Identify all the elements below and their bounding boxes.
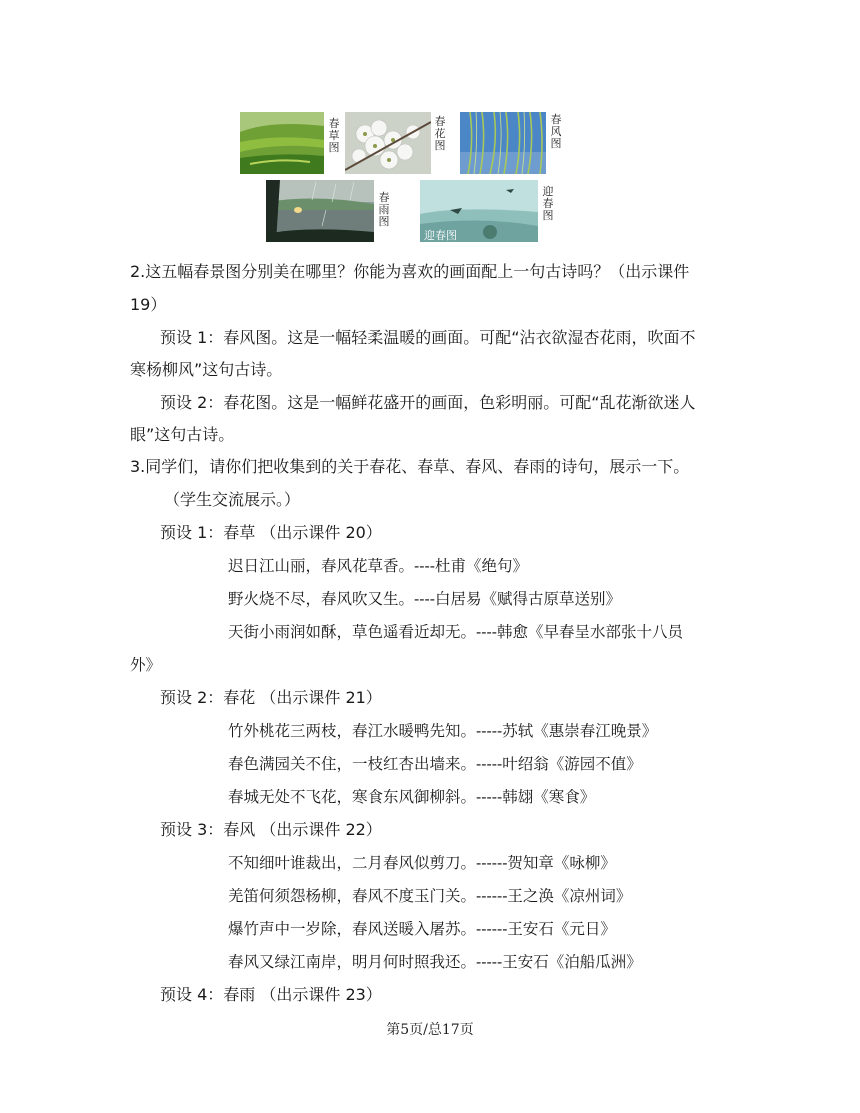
preset-flower-line-1: 预设 2：春花图。这是一幅鲜花盛开的画面，色彩明丽。可配“乱花渐欲迷人 <box>160 393 696 412</box>
question-3: 3.同学们，请你们把收集到的关于春花、春草、春风、春雨的诗句，展示一下。 <box>130 457 690 476</box>
poem-line: 爆竹声中一岁除，春风送暖入屠苏。------王安石《元日》 <box>228 920 616 938</box>
preset-2-heading: 预设 2：春花 （出示课件 21） <box>160 688 382 707</box>
poem-line: 天街小雨润如酥，草色遥看近却无。----韩愈《早春呈水部张十八员 <box>228 623 683 641</box>
preset-1-heading: 预设 1：春草 （出示课件 20） <box>160 523 382 542</box>
welcome-spring-label: 迎春图 <box>542 185 554 222</box>
welcome-spring-image <box>420 180 538 242</box>
poem-line: 不知细叶谁裁出，二月春风似剪刀。------贺知章《咏柳》 <box>228 854 616 872</box>
preset-flower-line-2: 眼”这句古诗。 <box>130 425 235 444</box>
student-exchange-note: （学生交流展示。） <box>164 490 301 509</box>
welcome-spring-overlay-text: 迎春图 <box>424 229 457 242</box>
spring-wind-image <box>460 112 546 174</box>
poem-line: 春城无处不飞花，寒食东风御柳斜。-----韩翃《寒食》 <box>228 788 596 806</box>
poem-line: 羌笛何须怨杨柳，春风不度玉门关。------王之涣《凉州词》 <box>228 887 632 905</box>
preset-wind-line-2: 寒杨柳风”这句古诗。 <box>130 360 283 379</box>
spring-rain-image <box>266 180 374 242</box>
page-number-footer: 第5页/总17页 <box>386 1022 474 1038</box>
preset-wind-line-1: 预设 1：春风图。这是一幅轻柔温暖的画面。可配“沾衣欲湿杏花雨，吹面不 <box>160 328 696 347</box>
question-2-line-1: 2.这五幅春景图分别美在哪里？你能为喜欢的画面配上一句古诗吗？（出示课件 <box>130 262 690 281</box>
spring-grass-image <box>240 112 324 174</box>
spring-wind-label: 春风图 <box>550 113 562 150</box>
poem-line: 春色满园关不住，一枝红杏出墙来。-----叶绍翁《游园不值》 <box>228 755 642 773</box>
poem-line: 竹外桃花三两枝，春江水暖鸭先知。-----苏轼《惠崇春江晚景》 <box>228 722 658 740</box>
question-2-line-2: 19） <box>130 295 167 314</box>
poem-line: 野火烧不尽，春风吹又生。----白居易《赋得古原草送别》 <box>228 590 621 608</box>
poem-line: 迟日江山丽，春风花草香。----杜甫《绝句》 <box>228 557 528 575</box>
spring-rain-label: 春雨图 <box>378 191 390 228</box>
spring-flower-label: 春花图 <box>434 115 446 152</box>
poem-line-continuation: 外》 <box>130 656 162 674</box>
spring-grass-label: 春草图 <box>328 117 340 154</box>
poem-line: 春风又绿江南岸，明月何时照我还。-----王安石《泊船瓜洲》 <box>228 953 642 971</box>
preset-3-heading: 预设 3：春风 （出示课件 22） <box>160 820 382 839</box>
preset-4-heading: 预设 4：春雨 （出示课件 23） <box>160 985 382 1004</box>
spring-flower-image <box>345 112 431 174</box>
